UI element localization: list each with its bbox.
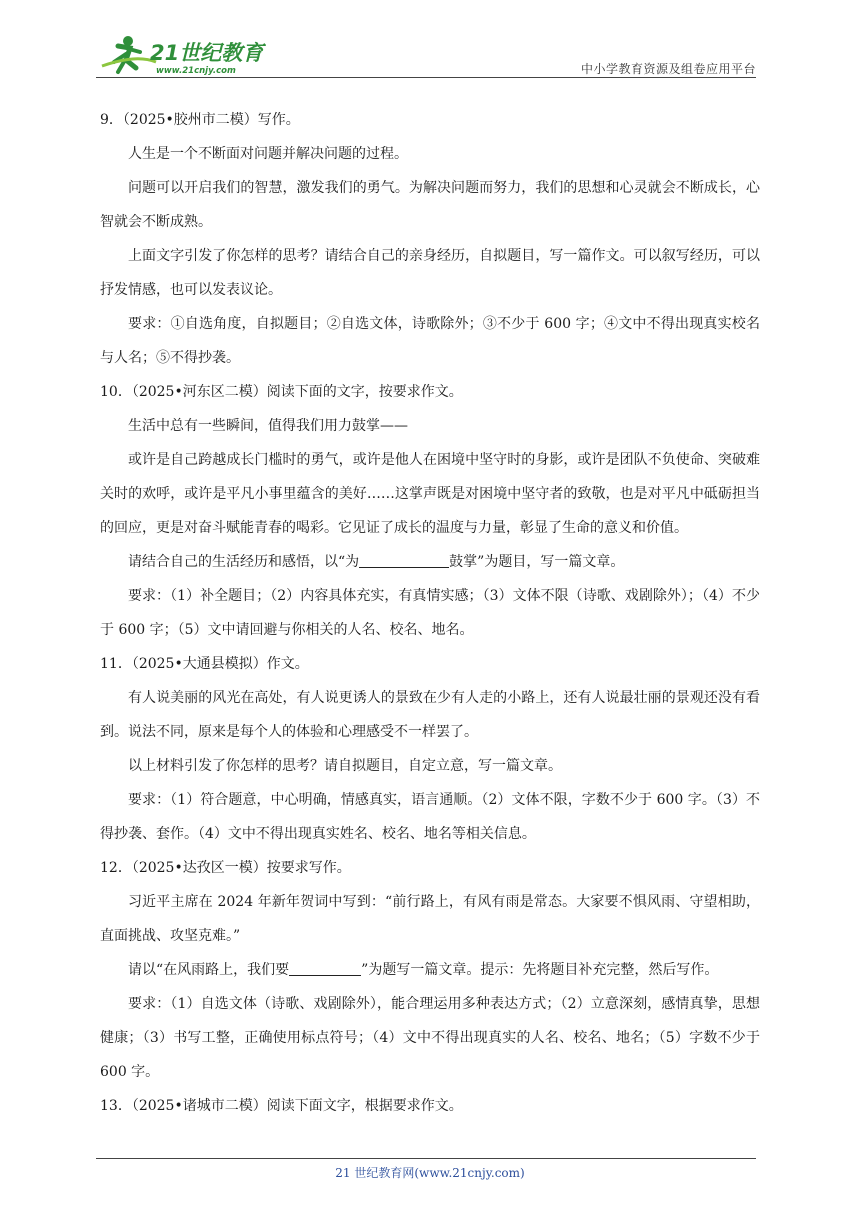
- question-10: [100, 375, 760, 647]
- question-heading: 11．（2025•大通县模拟）作文。: [100, 656, 309, 672]
- header-platform-text: 中小学教育资源及组卷应用平台: [580, 62, 756, 76]
- site-logo: [96, 32, 266, 76]
- paragraph: 习近平主席在 2024 年新年贺词中写到：“前行路上，有风有雨是常态。大家要不惧风雨、守望相助，直面挑战、攻坚克难。”: [100, 894, 760, 944]
- question-12: [100, 851, 760, 1089]
- question-11: [100, 647, 760, 851]
- footer-source-link[interactable]: 21 世纪教育网(www.21cnjy.com): [335, 1166, 525, 1180]
- question-13: [100, 1089, 760, 1123]
- question-heading: 9．（2025•胶州市二模）写作。: [100, 112, 300, 128]
- question-9: [100, 103, 760, 375]
- prompt-text-before: 请结合自己的生活经历和感悟，以“为: [128, 554, 360, 570]
- writing-prompt: [100, 545, 760, 579]
- requirements: 要求：（1）符合题意，中心明确，情感真实，语言通顺。（2）文体不限，字数不少于 600 字。（3）不得抄袭、套作。（4）文中不得出现真实姓名、校名、地名等相关信息。: [100, 792, 760, 842]
- header-divider: [96, 77, 756, 78]
- paragraph: 或许是自己跨越成长门槛时的勇气，或许是他人在困境中坚守时的身影，或许是团队不负使命、突破难关时的欢呼，或许是平凡小事里蕴含的美好……这掌声既是对困境中坚守者的致敬，也是对平凡中砥砺担当的回应，更是对奋斗赋能青春的喝彩。它见证了成长的温度与力量，彰显了生命的意义和价值。: [100, 452, 760, 536]
- paragraph: 问题可以开启我们的智慧，激发我们的勇气。为解决问题而努力，我们的思想和心灵就会不断成长，心智就会不断成熟。: [100, 180, 760, 230]
- paragraph: 有人说美丽的风光在高处，有人说更诱人的景致在少有人走的小路上，还有人说最壮丽的景观还没有看到。说法不同，原来是每个人的体验和心理感受不一样罢了。: [100, 690, 760, 740]
- question-heading: 10．（2025•河东区二模）阅读下面的文字，按要求作文。: [100, 384, 463, 400]
- requirements: 要求：（1）自选文体（诗歌、戏剧除外），能合理运用多种表达方式；（2）立意深刻，感情真挚，思想健康；（3）书写工整，正确使用标点符号；（4）文中不得出现真实的人名、校名、地名；（5）字数不少于 600 字。: [100, 996, 760, 1080]
- question-heading: 13．（2025•诸城市二模）阅读下面文字，根据要求作文。: [100, 1098, 463, 1114]
- prompt-text-after: 鼓掌”为题目，写一篇文章。: [449, 554, 625, 570]
- page-header: [96, 32, 756, 78]
- document-body: [100, 103, 760, 1123]
- paragraph: 以上材料引发了你怎样的思考？请自拟题目，自定立意，写一篇文章。: [128, 758, 562, 774]
- prompt-text-before: 请以“在风雨路上，我们要: [128, 962, 290, 978]
- svg-text:21世纪教育: 21世纪教育: [150, 41, 264, 65]
- requirements: 要求：①自选角度，自拟题目；②自选文体，诗歌除外；③不少于 600 字；④文中不得出现真实校名与人名；⑤不得抄袭。: [100, 316, 760, 366]
- question-heading: 12．（2025•达孜区一模）按要求写作。: [100, 860, 351, 876]
- svg-text:www.21cnjy.com: www.21cnjy.com: [156, 66, 236, 76]
- paragraph: 生活中总有一些瞬间，值得我们用力鼓掌——: [128, 418, 408, 434]
- paragraph: 人生是一个不断面对问题并解决问题的过程。: [128, 146, 408, 162]
- fill-in-blank: [359, 551, 449, 568]
- paragraph: 上面文字引发了你怎样的思考？请结合自己的亲身经历，自拟题目，写一篇作文。可以叙写经历，可以抒发情感，也可以发表议论。: [100, 248, 760, 298]
- footer-divider: [96, 1158, 756, 1159]
- running-man-logo-icon: [96, 32, 266, 76]
- prompt-text-after: ”为题写一篇文章。提示：先将题目补充完整，然后写作。: [361, 962, 719, 978]
- writing-prompt: [100, 953, 760, 987]
- requirements: 要求：（1）补全题目；（2）内容具体充实，有真情实感；（3）文体不限（诗歌、戏剧除外）；（4）不少于 600 字；（5）文中请回避与你相关的人名、校名、地名。: [100, 588, 760, 638]
- fill-in-blank: [289, 959, 361, 976]
